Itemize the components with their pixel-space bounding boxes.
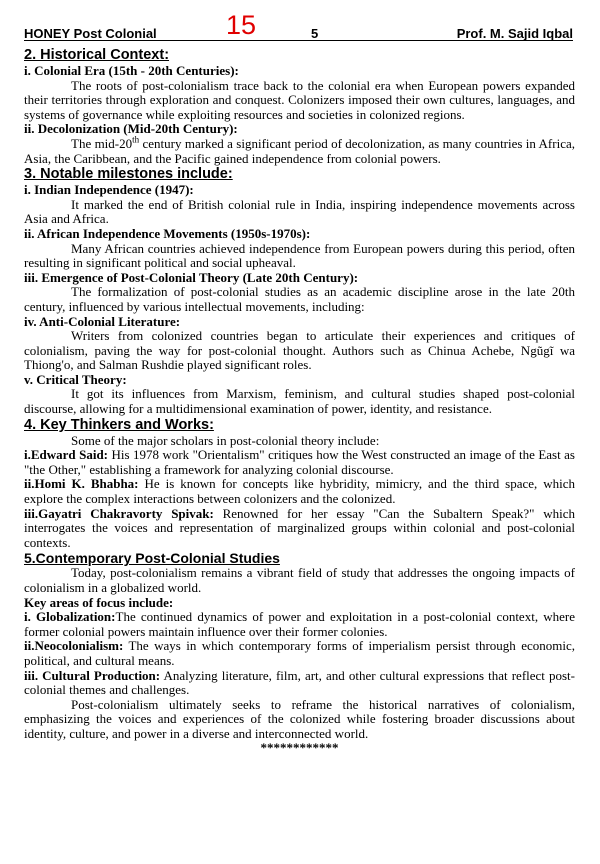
name-neocolonialism: ii.Neocolonialism: [24, 638, 124, 654]
section-heading-key-thinkers: 4. Key Thinkers and Works: [24, 416, 214, 433]
document-body [24, 47, 575, 754]
decolonization-text-b: century marked a significant period of decolonization, as many countries in Africa, Asia, the Caribbean, and the Pacific gained independence from colonial powers. [24, 135, 575, 166]
paragraph-globalization [24, 610, 575, 639]
paragraph-spivak [24, 507, 575, 551]
name-globalization: i. Globalization: [24, 609, 116, 625]
subheading-african-independence: ii. African Independence Movements (1950s-1970s): [24, 225, 311, 241]
subheading-indian-independence: i. Indian Independence (1947): [24, 182, 194, 198]
paragraph-colonial-era: The roots of post-colonialism trace back to the colonial era when European powers expanded their territories through exploration and conquest. Colonizers imposed their own cultures, languages, and systems of governance while exploiting resources and societies in colonized regions. [24, 77, 575, 122]
page-header [24, 10, 573, 41]
subheading-critical-theory: v. Critical Theory: [24, 371, 127, 387]
name-cultural-production: iii. Cultural Production: [24, 667, 161, 683]
paragraph-decolonization [24, 134, 575, 166]
end-divider-stars: ************ [260, 739, 339, 755]
paragraph-key-thinkers-intro: Some of the major scholars in post-colonial theory include: [71, 432, 380, 448]
name-edward-said: i.Edward Said: [24, 447, 109, 463]
paragraph-african-independence: Many African countries achieved independence from European powers during this period, often resulting in significant political and social upheaval. [24, 240, 575, 271]
section-heading-contemporary: 5.Contemporary Post-Colonial Studies [24, 550, 280, 567]
paragraph-anti-colonial-literature: Writers from colonized countries began to articulate their experiences and critiques of colonialism, paving the way for post-colonial thought. Authors such as Chinua Achebe, Ngũgĩ wa Thiong'o, and Salman Rushdie played significant roles. [24, 328, 575, 373]
paragraph-edward-said [24, 448, 575, 477]
text-neocolonialism: The ways in which contemporary forms of imperialism persist through economic, political, and cultural means. [24, 638, 575, 668]
paragraph-cultural-production [24, 669, 575, 698]
paragraph-indian-independence: It marked the end of British colonial rule in India, inspiring independence movements across Asia and Africa. [24, 196, 575, 227]
section-heading-historical-context: 2. Historical Context: [24, 47, 170, 63]
header-book-title: HONEY Post Colonial [24, 26, 157, 41]
decolonization-sup: th [132, 134, 140, 145]
paragraph-critical-theory: It got its influences from Marxism, feminism, and cultural studies shaped post-colonial discourse, allowing for a multidimensional examination of power, identity, and resistance. [24, 386, 575, 417]
text-spivak: Renowned for her essay "Can the Subaltern Speak?" which interrogates the voices and representation of marginalized groups within colonial and post-colonial contexts. [24, 505, 575, 550]
header-author: Prof. M. Sajid Iqbal [456, 26, 573, 41]
section-heading-milestones: 3. Notable milestones include: [24, 166, 233, 183]
text-cultural-production: Analyzing literature, film, art, and other cultural expressions that reflect post-colonial themes and challenges. [24, 667, 575, 698]
text-homi-bhabha: He is known for concepts like hybridity, mimicry, and the third space, which explore the complex interactions between colonizers and the colonized. [24, 476, 576, 507]
subheading-colonial-era: i. Colonial Era (15th - 20th Centuries): [24, 63, 239, 78]
header-chapter-number: 15 [226, 10, 257, 40]
paragraph-post-colonial-theory: The formalization of post-colonial studies as an academic discipline arose in the late 20th century, influenced by various intellectual movements, including: [24, 284, 575, 314]
decolonization-text-a: The mid-20 [71, 135, 133, 151]
subheading-post-colonial-theory: iii. Emergence of Post-Colonial Theory (Late 20th Century): [24, 269, 359, 285]
subheading-anti-colonial-literature: iv. Anti-Colonial Literature: [24, 313, 181, 329]
subheading-decolonization: ii. Decolonization (Mid-20th Century): [24, 121, 238, 137]
header-page-number: 5 [311, 26, 319, 41]
text-globalization: The continued dynamics of power and exploitation in a post-colonial context, where former colonial powers maintain influence over their former colonies. [24, 609, 576, 639]
name-spivak: iii.Gayatri Chakravorty Spivak: [24, 505, 214, 521]
text-edward-said: His 1978 work "Orientalism" critiques how the West constructed an image of the East as "the Other," establishing a framework for analyzing colonial discourse. [24, 447, 575, 477]
paragraph-homi-bhabha [24, 477, 575, 506]
paragraph-contemporary-intro: Today, post-colonialism remains a vibrant field of study that addresses the ongoing impacts of colonialism in a globalized world. [24, 565, 575, 595]
subheading-key-areas: Key areas of focus include: [24, 594, 174, 610]
paragraph-closing: Post-colonialism ultimately seeks to reframe the historical narratives of colonialism, emphasizing the voices and experiences of the colonized while fostering broader discussions about identity, culture, and power in a diverse and interconnected world. [24, 696, 575, 741]
paragraph-neocolonialism [24, 639, 575, 668]
name-homi-bhabha: ii.Homi K. Bhabha: [24, 476, 139, 492]
